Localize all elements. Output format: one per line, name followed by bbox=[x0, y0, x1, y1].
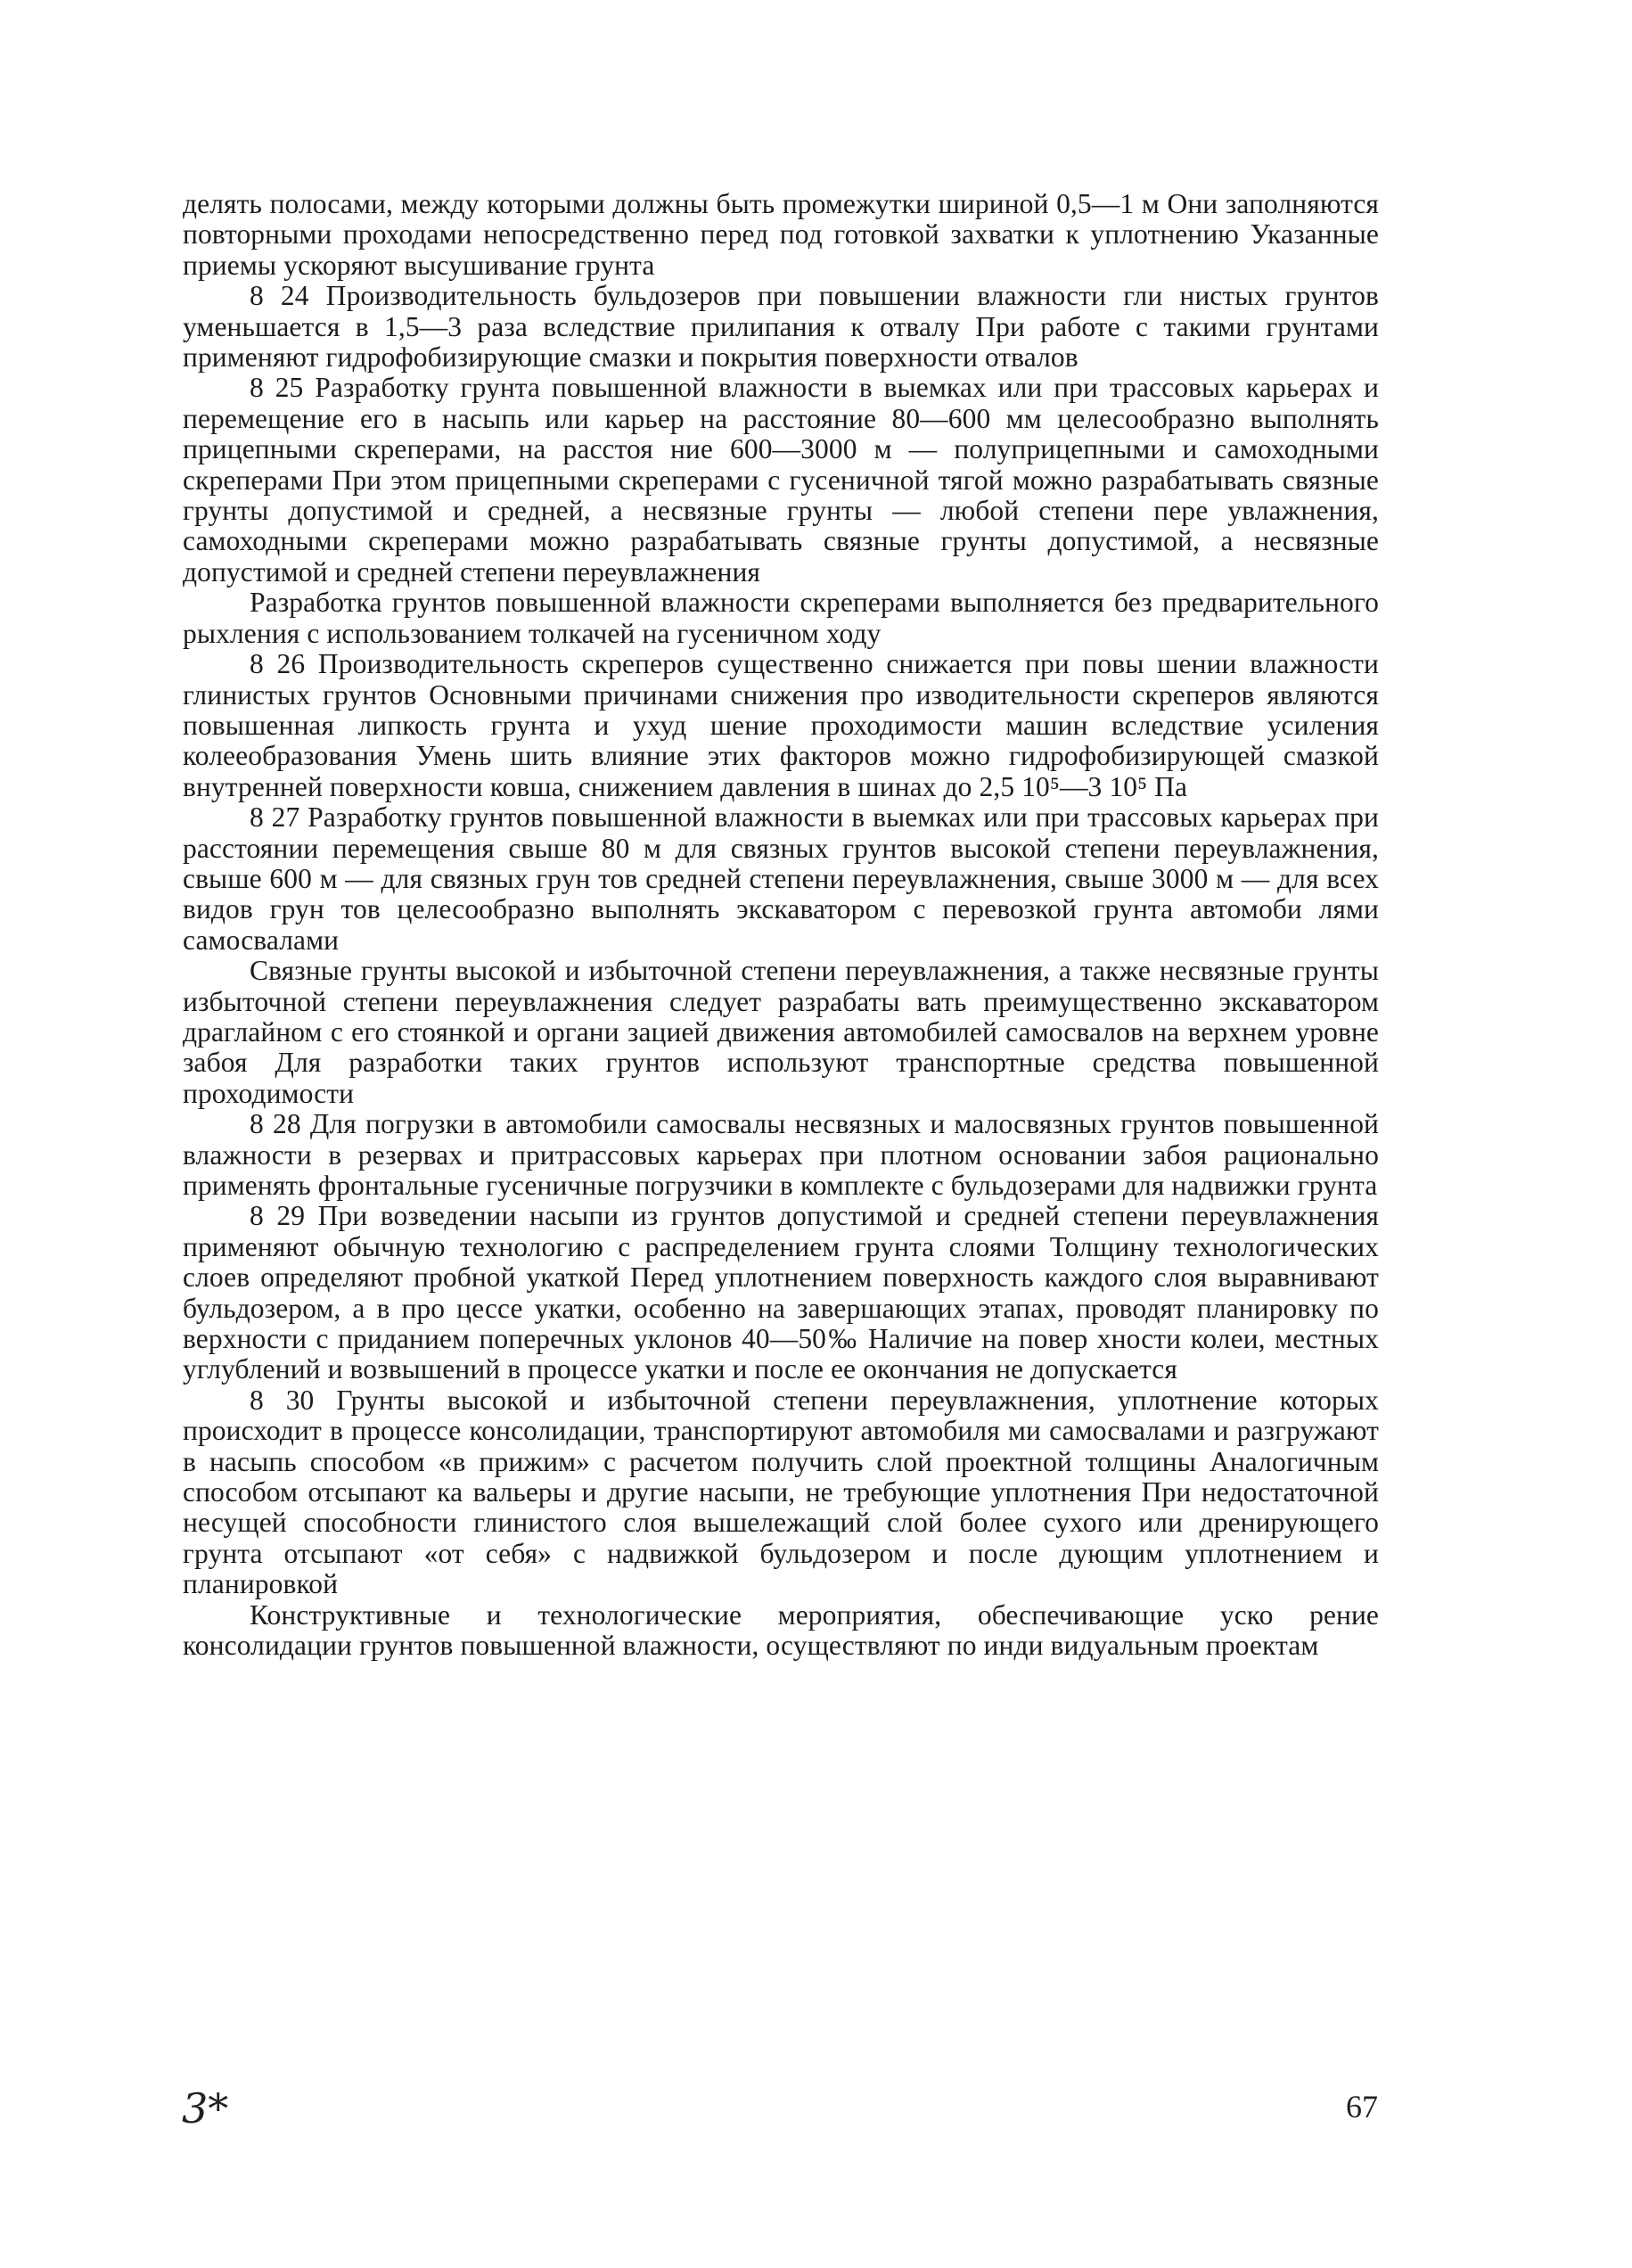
paragraph: Разработка грунтов повышенной влажности скреперами выполняется без предварительного рыхления с использованием толкачей на гусеничном ходу bbox=[183, 587, 1379, 649]
paragraph: 8 24 Производительность бульдозеров при повышении влажности гли нистых грунтов уменьшается в 1,5—3 раза вследствие прилипания к отвалу При работе с такими грунтами применяют гидрофобизирующие смазки и покрытия поверхности отвалов bbox=[183, 280, 1379, 374]
paragraph: Конструктивные и технологические мероприятия, обеспечивающие уско рение консолидации грунтов повышенной влажности, осуществляют по инди видуальным проектам bbox=[183, 1598, 1379, 1662]
body-text bbox=[183, 189, 1379, 1662]
paragraph: 8 29 При возведении насыпи из грунтов допустимой и средней степени переувлажнения применяют обычную технологию с распределением грунта слоями Толщину технологических слоев определяют пробной укаткой Перед уплотнением поверхность каждого слоя выравнивают бульдозером, а в про цессе укатки, особенно на завершающих этапах, проводят планировку по верхности с приданием поперечных уклонов 40—50‰ Наличие на повер хности колеи, местных углублений и возвышений в процессе укатки и после ее окончания не допускается bbox=[183, 1200, 1379, 1385]
signature-mark: 3* bbox=[182, 2084, 229, 2132]
paragraph: 8 30 Грунты высокой и избыточной степени переувлажнения, уплотнение которых происходит в процессе консолидации, транспортируют автомобиля ми самосвалами и разгружают в насыпь способом «в прижим» с расчетом получить слой проектной толщины Аналогичным способом отсыпают ка вальеры и другие насыпи, не требующие уплотнения При недостаточной несущей способности глинистого слоя вышележащий слой более сухого или дренирующего грунта отсыпают «от себя» с надвижкой бульдозером и после дующим уплотнением и планировкой bbox=[183, 1384, 1379, 1600]
paragraph: Связные грунты высокой и избыточной степени переувлажнения, а также несвязные грунты избыточной степени переувлажнения следует разрабаты вать преимущественно экскаватором драглайном с его стоянкой и органи зацией движения автомобилей самосвалов на верхнем уровне забоя Для разработки таких грунтов используют транспортные средства повышенной проходимости bbox=[183, 955, 1379, 1109]
paragraph: 8 28 Для погрузки в автомобили самосвалы несвязных и малосвязных грунтов повышенной влажности в резервах и притрассовых карьерах при плотном основании забоя рационально применять фронтальные гусеничные погрузчики в комплекте с бульдозерами для надвижки грунта bbox=[183, 1108, 1379, 1201]
paragraph: 8 26 Производительность скреперов существенно снижается при повы шении влажности глинистых грунтов Основными причинами снижения про изводительности скреперов являются повышенная липкость грунта и ухуд шение проходимости машин вследствие усиления колееобразования Умень шить влияние этих факторов можно гидрофобизирующей смазкой внутренней поверхности ковша, снижением давления в шинах до 2,5 10⁵—3 10⁵ Па bbox=[183, 648, 1379, 802]
page-number: 67 bbox=[1346, 2089, 1378, 2124]
paragraph: 8 25 Разработку грунта повышенной влажности в выемках или при трассовых карьерах и перемещение его в насыпь или карьер на расстояние 80—600 мм целесообразно выполнять прицепными скреперами, на расстоя ние 600—3000 м — полуприцепными и самоходными скреперами При этом прицепными скреперами с гусеничной тягой можно разрабатывать связные грунты допустимой и средней, а несвязные грунты — любой степени пере увлажнения, самоходными скреперами можно разрабатывать связные грунты допустимой, а несвязные допустимой и средней степени переувлажнения bbox=[183, 372, 1379, 588]
paragraph: 8 27 Разработку грунтов повышенной влажности в выемках или при трассовых карьерах при расстоянии перемещения свыше 80 м для связных грунтов высокой степени переувлажнения, свыше 600 м — для связных грун тов средней степени переувлажнения, свыше 3000 м — для всех видов грун тов целесообразно выполнять экскаватором с перевозкой грунта автомоби лями самосвалами bbox=[183, 801, 1379, 956]
paragraph: делять полосами, между которыми должны быть промежутки шириной 0,5—1 м Они заполняются повторными проходами непосредственно перед под готовкой захватки к уплотнению Указанные приемы ускоряют высушивание грунта bbox=[183, 188, 1379, 281]
